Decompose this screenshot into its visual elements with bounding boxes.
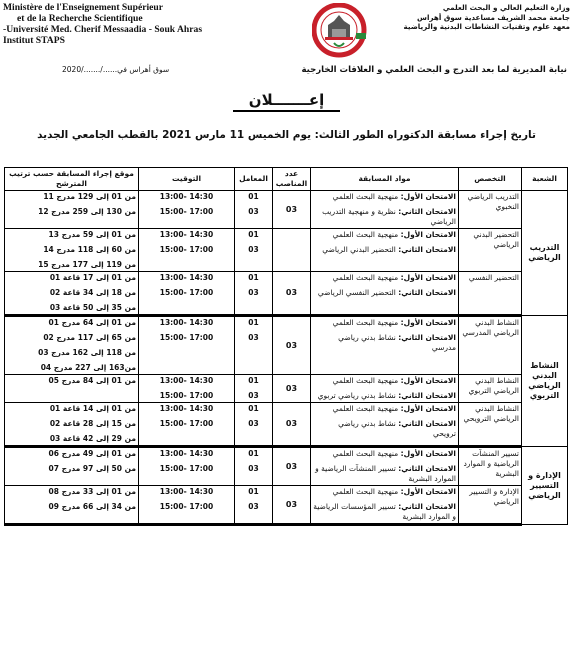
timing-second: 15:00- 17:00 <box>159 207 214 216</box>
announcement-title <box>0 90 573 109</box>
exam-first-subject: منهجية البحث العلمي <box>332 404 399 413</box>
coefficient-cell <box>235 375 273 403</box>
exam-second-label: الامتحان الثاني: <box>398 502 456 511</box>
positions-cell: 03 <box>273 486 311 525</box>
university-logo-icon <box>312 3 367 58</box>
coefficient-cell <box>235 191 273 229</box>
room-line: من 18 إلى 34 قاعة 02 <box>49 288 136 297</box>
header-right-line: وزارة التعليم العالي و البحث العلمي <box>442 3 570 12</box>
room-line: من 60 إلى 118 مدرج 14 <box>43 245 136 254</box>
header-right-arabic <box>400 3 570 32</box>
coefficient-second: 03 <box>248 288 259 297</box>
timing-cell <box>139 447 235 486</box>
timing-first: 13:00- 14:30 <box>159 376 214 385</box>
exam-first-subject: منهجية البحث العلمي <box>332 487 399 496</box>
header-branch: الشعبة <box>522 168 568 191</box>
subjects-cell <box>311 486 459 525</box>
specialty-cell: تسيير المنشآت الرياضية و الموارد البشرية <box>459 447 522 486</box>
exam-second-label: الامتحان الثاني: <box>398 464 456 473</box>
exam-first-subject: منهجية البحث العلمي <box>332 230 399 239</box>
room-line: من 118 إلى 162 مدرج 03 <box>38 348 136 357</box>
exam-first-label: الامتحان الأول: <box>400 273 456 282</box>
coefficient-cell <box>235 486 273 525</box>
timing-first: 13:00- 14:30 <box>159 192 214 201</box>
header-left-french <box>3 2 253 46</box>
exam-second-subject: تسيير المنشآت الرياضية و الموارد البشرية <box>315 464 456 483</box>
room-line: من 65 إلى 117 مدرج 02 <box>43 333 136 342</box>
room-line: من 35 إلى 50 قاعة 03 <box>49 303 136 312</box>
exam-first-label: الامتحان الأول: <box>400 318 456 327</box>
room-line: من163 إلى 227 مدرج 04 <box>40 363 136 372</box>
table-row <box>5 229 568 272</box>
coefficient-first: 01 <box>248 230 259 239</box>
exam-second-line <box>338 333 456 352</box>
exam-first-line <box>313 449 456 459</box>
exam-second-subject: نشاط بدني رياضي ترويحي <box>338 419 456 438</box>
room-line: من 01 إلى 49 مدرج 06 <box>48 449 136 458</box>
exam-first-subject: منهجية البحث العلمي <box>332 449 399 458</box>
room-line: من 01 إلى 33 مدرج 08 <box>48 487 136 496</box>
exam-first-line <box>313 376 456 386</box>
exam-second-label: الامتحان الثاني: <box>398 391 456 400</box>
exam-second-subject: نشاط بدني رياضي تربوي <box>317 391 396 400</box>
exam-second-label: الامتحان الثاني: <box>398 207 456 216</box>
exam-first-label: الامتحان الأول: <box>400 404 456 413</box>
room-line: من 29 إلى 42 قاعة 03 <box>49 434 136 443</box>
exam-second-subject: التحضير البدني الرياضي <box>322 245 396 254</box>
exam-first-label: الامتحان الأول: <box>400 487 456 496</box>
timing-cell <box>139 403 235 447</box>
table-row <box>5 191 568 229</box>
table-row <box>5 447 568 486</box>
timing-cell <box>139 229 235 272</box>
announcement-subtitle: تاريخ إجراء مسابقة الدكتوراه الطور الثالث: يوم الخميس 11 مارس 2021 بالقطب الجامعي الجديد <box>37 129 536 141</box>
coefficient-second: 03 <box>248 245 259 254</box>
positions-cell: 03 <box>273 375 311 403</box>
positions-cell <box>273 229 311 272</box>
timing-first: 13:00- 14:30 <box>159 404 214 413</box>
room-line: من 01 إلى 129 مدرج 11 <box>43 192 136 201</box>
coefficient-first: 01 <box>248 376 259 385</box>
coefficient-first: 01 <box>248 273 259 282</box>
timing-second: 15:00- 17:00 <box>159 333 214 342</box>
exam-first-subject: منهجية البحث العلمي <box>332 192 399 201</box>
subjects-cell <box>311 447 459 486</box>
exam-first-line <box>313 273 456 283</box>
room-line: من 01 إلى 84 مدرج 05 <box>48 376 136 385</box>
timing-second: 15:00- 17:00 <box>159 502 214 511</box>
specialty-cell: النشاط البدني الرياضي المدرسي <box>459 316 522 375</box>
positions-cell: 03 <box>273 191 311 229</box>
header-positions: عدد المناصب <box>273 168 311 191</box>
exam-second-line <box>322 207 456 226</box>
positions-cell: 03 <box>273 403 311 447</box>
coefficient-second: 03 <box>248 207 259 216</box>
timing-first: 13:00- 14:30 <box>159 318 214 327</box>
exam-second-line <box>313 502 456 521</box>
coefficient-second: 03 <box>248 333 259 342</box>
table-row <box>5 316 568 375</box>
exam-first-label: الامتحان الأول: <box>400 230 456 239</box>
room-line: من 15 إلى 28 قاعة 02 <box>49 419 136 428</box>
table-row <box>5 272 568 316</box>
timing-cell <box>139 486 235 525</box>
header-left-line: et de la Recherche Scientifique <box>17 13 143 24</box>
timing-first: 13:00- 14:30 <box>159 273 214 282</box>
exam-second-line <box>318 288 456 297</box>
timing-second: 15:00- 17:00 <box>159 391 214 400</box>
subjects-cell <box>311 316 459 375</box>
specialty-cell: التحضير النفسي <box>459 272 522 316</box>
date-line: سوق أهراس في....../......./2020 <box>62 65 170 74</box>
exam-first-label: الامتحان الأول: <box>400 376 456 385</box>
timing-second: 15:00- 17:00 <box>159 288 214 297</box>
specialty-cell: التدريب الرياضي النخبوي <box>459 191 522 229</box>
location-cell <box>5 403 139 447</box>
coefficient-second: 03 <box>248 502 259 511</box>
deputy-directorate-line: نيابة المديرية لما بعد التدرج و البحث العلمي و العلاقات الخارجية <box>301 65 567 75</box>
exam-second-subject: نشاط بدني رياضي مدرسي <box>338 333 456 352</box>
timing-first: 13:00- 14:30 <box>159 449 214 458</box>
room-line: من 01 إلى 14 قاعة 01 <box>49 404 136 413</box>
timing-first: 13:00- 14:30 <box>159 487 214 496</box>
specialty-cell: النشاط البدني الرياضي التربوي <box>459 375 522 403</box>
table-row <box>5 375 568 403</box>
table-body <box>5 191 568 525</box>
coefficient-first: 01 <box>248 404 259 413</box>
header-right-line: جامعة محمد الشريف مساعدية سوق أهراس <box>417 12 570 22</box>
timing-cell <box>139 375 235 403</box>
coefficient-first: 01 <box>248 487 259 496</box>
specialty-cell: النشاط البدني الرياضي الترويحي <box>459 403 522 447</box>
exam-schedule-table-wrap <box>4 167 567 526</box>
exam-second-label: الامتحان الثاني: <box>398 419 456 428</box>
announcement-title-text: إعـــــــلان <box>233 91 340 112</box>
timing-cell <box>139 272 235 316</box>
exam-first-label: الامتحان الأول: <box>400 449 456 458</box>
timing-second: 15:00- 17:00 <box>159 419 214 428</box>
exam-first-label: الامتحان الأول: <box>400 192 456 201</box>
timing-second: 15:00- 17:00 <box>159 245 214 254</box>
exam-second-label: الامتحان الثاني: <box>398 288 456 297</box>
table-header-row <box>5 168 568 191</box>
exam-second-label: الامتحان الثاني: <box>398 333 456 342</box>
positions-cell: 03 <box>273 447 311 486</box>
table-row <box>5 486 568 525</box>
branch-cell: النشاط البدني الرياضي التربوي <box>522 316 568 447</box>
exam-second-line <box>318 391 456 400</box>
timing-cell <box>139 191 235 229</box>
subjects-cell <box>311 191 459 229</box>
header-left-line: Institut STAPS <box>3 35 65 46</box>
header-specialty: التخصص <box>459 168 522 191</box>
exam-second-subject: نظرية و منهجية التدريب الرياضي <box>322 207 456 226</box>
exam-second-line <box>322 245 456 254</box>
header-left-line: Ministère de l'Enseignement Supérieur <box>3 2 163 13</box>
location-cell <box>5 191 139 229</box>
specialty-cell: التحضير البدني الرياضي <box>459 229 522 272</box>
coefficient-cell <box>235 447 273 486</box>
exam-first-subject: منهجية البحث العلمي <box>332 318 399 327</box>
timing-second: 15:00- 17:00 <box>159 464 214 473</box>
coefficient-first: 01 <box>248 449 259 458</box>
exam-first-subject: منهجية البحث العلمي <box>332 376 399 385</box>
location-cell <box>5 447 139 486</box>
coefficient-first: 01 <box>248 318 259 327</box>
exam-first-subject: منهجية البحث العلمي <box>332 273 399 282</box>
coefficient-first: 01 <box>248 192 259 201</box>
coefficient-cell <box>235 229 273 272</box>
exam-first-line <box>313 487 456 497</box>
coefficient-cell <box>235 272 273 316</box>
positions-cell: 03 <box>273 316 311 375</box>
subjects-cell <box>311 272 459 316</box>
room-line: من 01 إلى 17 قاعة 01 <box>49 273 136 282</box>
exam-schedule-table <box>4 167 568 526</box>
room-line: من 130 إلى 259 مدرج 12 <box>38 207 136 216</box>
exam-second-subject: التحضير النفسي الرياضي <box>317 288 396 297</box>
room-line: من 50 إلى 97 مدرج 07 <box>48 464 136 473</box>
coefficient-second: 03 <box>248 464 259 473</box>
exam-second-line <box>315 464 456 483</box>
location-cell <box>5 375 139 403</box>
room-line: من 119 إلى 177 مدرج 15 <box>38 260 136 269</box>
exam-first-line <box>313 318 456 328</box>
exam-first-line <box>313 230 456 240</box>
location-cell <box>5 272 139 316</box>
exam-first-line <box>313 404 456 414</box>
header-timing: التوقيت <box>139 168 235 191</box>
coefficient-second: 03 <box>248 419 259 428</box>
timing-first: 13:00- 14:30 <box>159 230 214 239</box>
location-cell <box>5 486 139 525</box>
header-right-line: معهد علوم وتقنيات النشاطات البدنية والرياضية <box>403 22 570 32</box>
header-left-line: -Université Med. Cherif Messaadia - Souk Ahras <box>3 24 203 35</box>
coefficient-cell <box>235 316 273 375</box>
header-subjects: مواد المسابقة <box>311 168 459 191</box>
location-cell <box>5 229 139 272</box>
table-row <box>5 403 568 447</box>
subjects-cell <box>311 229 459 272</box>
branch-cell: الإدارة و التسيير الرياضي <box>522 447 568 525</box>
room-line: من 01 إلى 64 مدرج 01 <box>48 318 136 327</box>
room-line: من 01 إلى 59 مدرج 13 <box>48 230 136 239</box>
location-cell <box>5 316 139 375</box>
subjects-cell <box>311 403 459 447</box>
positions-cell: 03 <box>273 272 311 316</box>
exam-second-label: الامتحان الثاني: <box>398 245 456 254</box>
branch-cell: التدريب الرياضي <box>522 191 568 316</box>
exam-first-line <box>313 192 456 202</box>
specialty-cell: الإدارة و التسيير الرياضي <box>459 486 522 525</box>
subjects-cell <box>311 375 459 403</box>
room-line: من 34 إلى 66 مدرج 09 <box>48 502 136 511</box>
header-location: موقع إجراء المسابقة حسب ترتيب المترشح <box>5 168 139 191</box>
header-coefficient: المعامل <box>235 168 273 191</box>
exam-second-subject: تسيير المؤسسات الرياضية و الموارد البشرية <box>313 502 456 521</box>
coefficient-cell <box>235 403 273 447</box>
timing-cell <box>139 316 235 375</box>
exam-second-line <box>338 419 456 438</box>
coefficient-second: 03 <box>248 391 259 400</box>
